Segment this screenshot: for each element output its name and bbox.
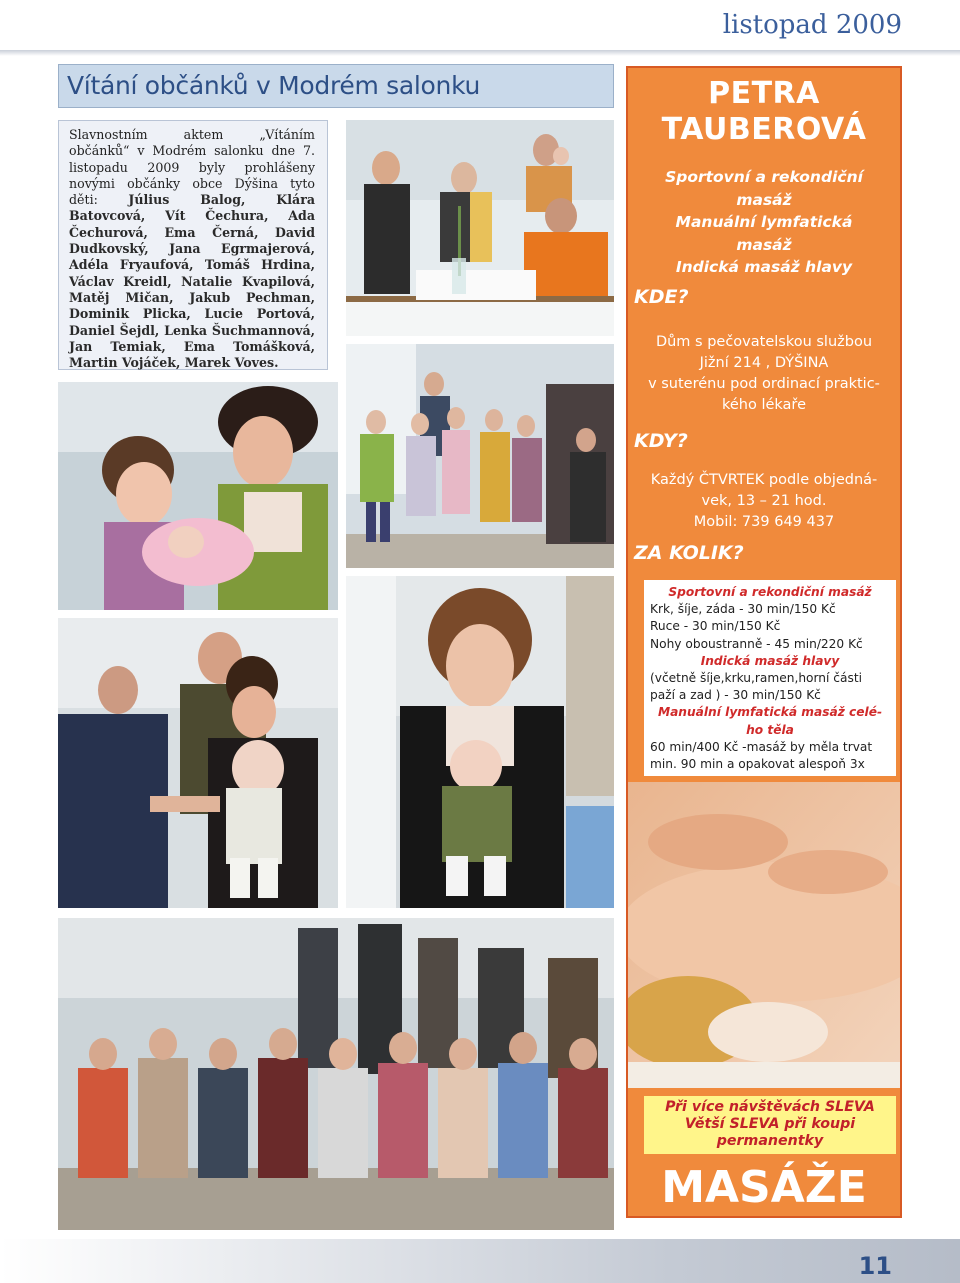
ad-kdy-label: KDY?	[634, 430, 688, 452]
ad-price-list: Sportovní a rekondiční masáž Krk, šíje, záda - 30 min/150 Kč Ruce - 30 min/150 Kč Nohy oboustranně - 45 min/220 Kč Indická masáž hlavy (včetně šíje,krku,ramen,horní části paží a zad ) - 30 min/150 Kč Manuální lymfatická masáž celé- ho těla 60 min/400 Kč -masáž by měla trvat min. 90 min a opakovat alespoň 3x	[644, 580, 896, 776]
header-rule	[0, 50, 960, 56]
ad-location: Dům s pečovatelskou službou Jižní 214 , DÝŠINA v suterénu pod ordinací praktic- kého lékaře	[648, 334, 880, 413]
article-intro: Slavnostním aktem „Vítáním občánků“ v Modrém salonku dne 7. listopadu 2009 byly prohlášeny novými občánky obce Dýšina tyto děti:	[69, 127, 315, 208]
article-title: Vítání občánků v Modrém salonku	[67, 71, 481, 100]
price-heading-sport: Sportovní a rekondiční masáž	[668, 585, 872, 599]
photo-families-seated	[58, 918, 614, 1230]
photo-mother-with-baby	[346, 576, 614, 908]
price-heading-lymph: Manuální lymfatická masáž celé-	[657, 705, 883, 720]
photo-mother-with-girl	[58, 382, 338, 610]
issue-month: listopad 2009	[722, 10, 902, 40]
photo-children-group	[346, 344, 614, 568]
massage-advertisement	[626, 66, 902, 1218]
ad-kolik-label: ZA KOLIK?	[634, 542, 744, 564]
ad-schedule: Každý ČTVRTEK podle objedná- vek, 13 – 21 hod. Mobil: 739 649 437	[650, 472, 878, 530]
ad-masseuse-name: PETRA TAUBEROVÁ	[661, 76, 867, 147]
price-heading-head: Indická masáž hlavy	[700, 653, 840, 668]
page-number: 11	[858, 1252, 892, 1280]
ad-kde-label: KDE?	[634, 286, 689, 308]
article-names: Július Balog, Klára Batovcová, Vít Čechura, Ada Čechurová, Ema Černá, David Dudkovský, Jana Egrmajerová, Adéla Fryaufová, Tomáš Hrdina, Václav Kreidl, Natalie Kvapilová, Matěj Mičan, Jakub Pechman, Dominik Plicka, Lucie Portová, Daniel Šejdl, Lenka Šuchmannová, Jan Temiak, Ema Tomášková, Martin Vojáček, Marek Voves.	[69, 192, 315, 371]
footer-bar	[0, 1239, 960, 1283]
photo-handshake	[58, 618, 338, 908]
article-text-box	[58, 120, 328, 370]
photo-officials-signing	[346, 120, 614, 336]
ad-services-list: Sportovní a rekondiční masáž Manuální lymfatická masáž Indická masáž hlavy	[665, 168, 863, 276]
photo-massage	[628, 782, 900, 1088]
ad-masaze-title: MASÁŽE	[661, 1162, 867, 1213]
ad-discount-box: Při více návštěvách SLEVA Větší SLEVA při koupi permanentky	[644, 1096, 896, 1154]
article-title-box	[58, 64, 614, 108]
